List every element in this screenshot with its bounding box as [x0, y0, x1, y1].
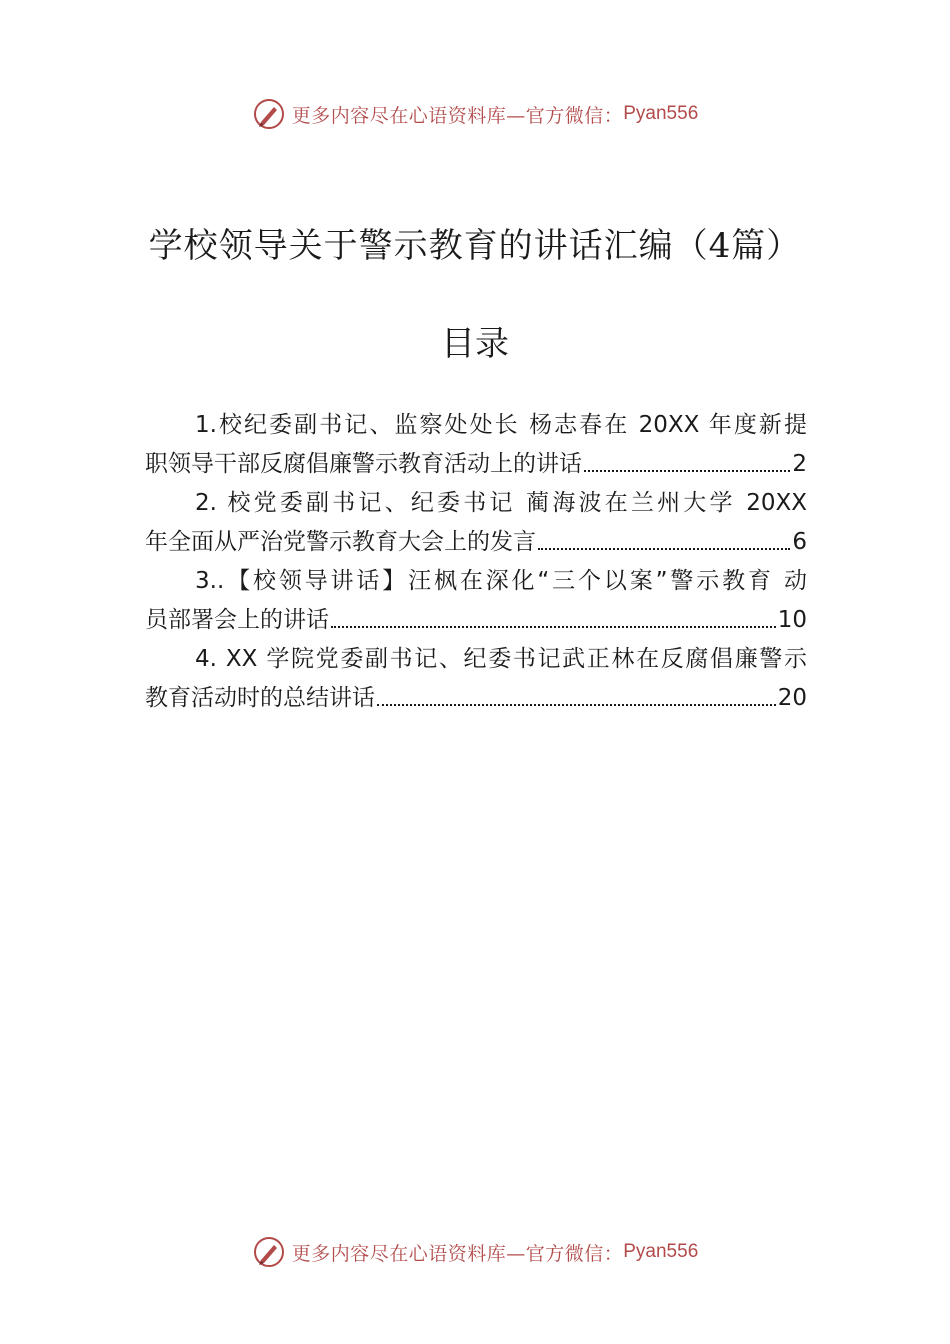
toc-entry[interactable]: [145, 406, 807, 484]
toc-entry-line1: 4. XX 学院党委副书记、纪委书记武正林在反腐倡廉警示: [195, 646, 807, 672]
toc-page-number: 20: [777, 685, 807, 711]
document-title: 学校领导关于警示教育的讲话汇编（4篇）: [148, 226, 802, 266]
banner-text: 更多内容尽在心语资料库—官方微信：: [291, 1242, 624, 1265]
toc-entry-line1: 3..【校领导讲话】汪枫在深化“三个以案”警示教育 动: [195, 568, 807, 594]
toc-entry-line1: 1.校纪委副书记、监察处处长 杨志春在 20XX 年度新提: [195, 412, 807, 438]
toc-page-number: 2: [792, 451, 807, 477]
banner-text: 更多内容尽在心语资料库—官方微信：: [291, 104, 624, 127]
toc-leader: [584, 469, 790, 472]
toc-entry-line2: 职领导干部反腐倡廉警示教育活动上的讲话: [145, 451, 582, 477]
wechat-id: Pyan556: [623, 103, 699, 124]
pen-logo-icon: [252, 1235, 286, 1269]
toc-entry-line1: 2. 校党委副书记、纪委书记 蔺海波在兰州大学 20XX: [195, 490, 807, 516]
toc-entry[interactable]: [145, 484, 807, 562]
toc-entry-line2: 年全面从严治党警示教育大会上的发言: [145, 529, 536, 555]
header-banner: [0, 94, 950, 134]
toc-leader: [538, 547, 790, 550]
toc-leader: [377, 703, 776, 706]
table-of-contents: [145, 406, 807, 718]
footer-banner: [0, 1232, 950, 1272]
pen-logo-icon: [252, 97, 286, 131]
toc-page-number: 6: [792, 529, 807, 555]
toc-page-number: 10: [777, 607, 807, 633]
wechat-id: Pyan556: [623, 1241, 699, 1262]
toc-entry[interactable]: [145, 640, 807, 718]
toc-entry-line2: 员部署会上的讲话: [145, 607, 329, 633]
toc-entry-line2: 教育活动时的总结讲话: [145, 685, 375, 711]
toc-entry[interactable]: [145, 562, 807, 640]
toc-heading: 目录: [441, 324, 509, 364]
toc-leader: [331, 625, 776, 628]
